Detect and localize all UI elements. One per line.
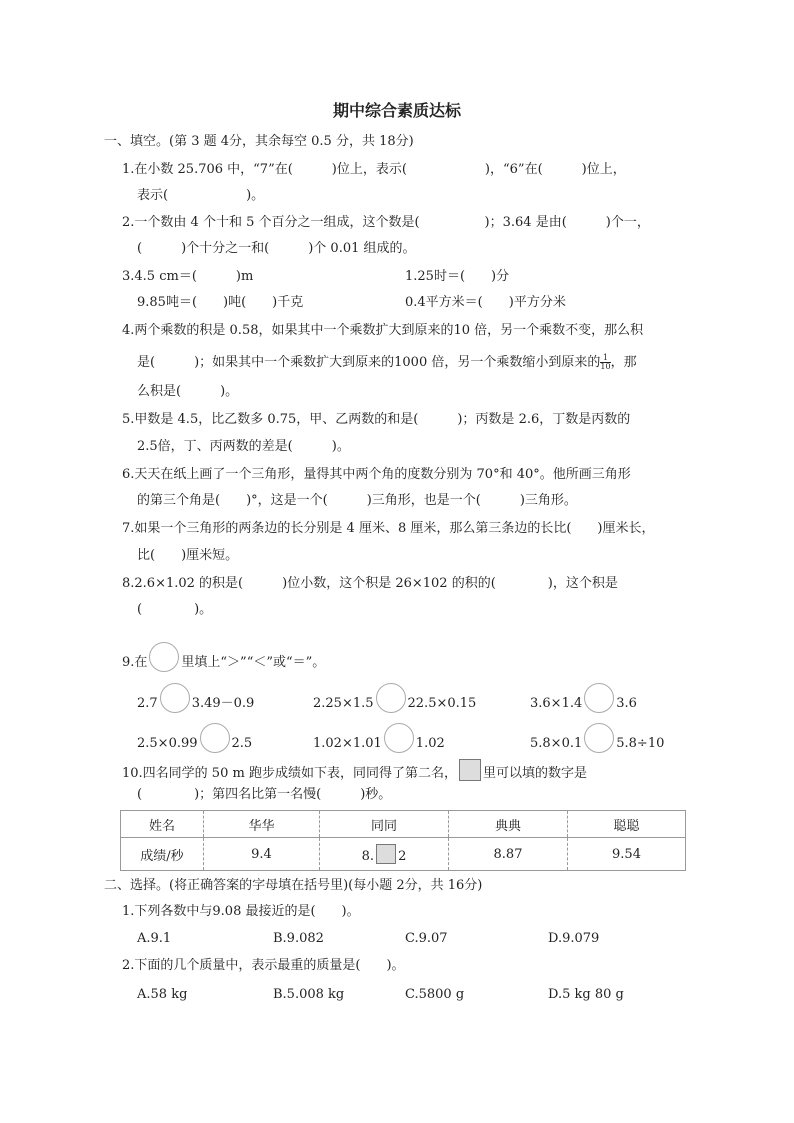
- question-2-line-1: 2.一个数由 4 个十和 5 个百分之一组成，这个数是( )；3.64 是由( )个一，: [122, 215, 650, 230]
- option-d[interactable]: D.5 kg 80 g: [548, 987, 624, 1002]
- question-9-pre: 9.在: [122, 655, 148, 670]
- row-label: 成绩/秒: [121, 838, 204, 871]
- cell-tongtong: [320, 838, 449, 871]
- question-2-line-2: ( )个十分之一和( )个 0.01 组成的。: [137, 241, 416, 256]
- question-10-line-2: ( )；第四名比第一名慢( )秒。: [137, 787, 392, 802]
- option-c[interactable]: C.5800 g: [405, 987, 465, 1002]
- section-1-header: 一、填空。(第 3 题 4分，其余每空 0.5 分，共 18分): [104, 134, 414, 149]
- expr-right: 5.8÷10: [616, 736, 665, 751]
- question-10-post: 里可以填的数字是: [482, 766, 587, 781]
- question-4-line-2-tail: ，那: [610, 355, 637, 370]
- choice-question-2: 2.下面的几个质量中，表示最重的质量是( )。: [122, 958, 405, 973]
- header-cell: 同同: [320, 811, 449, 838]
- expr-right: 3.6: [616, 696, 637, 711]
- expr-left: 2.7: [137, 696, 158, 711]
- answer-circle[interactable]: [384, 723, 414, 753]
- question-4-line-2-text: 是( )；如果其中一个乘数扩大到原来的1000 倍，另一个乘数缩小到原来的: [137, 355, 601, 370]
- question-4-line-3: 么积是( )。: [137, 384, 239, 399]
- cell-congcong: 9.54: [568, 838, 686, 871]
- fraction-denominator: 10: [600, 362, 611, 371]
- question-9-row-2-c: [530, 723, 664, 753]
- question-9-row-1-b: [313, 683, 476, 713]
- expr-right: 22.5×0.15: [407, 696, 477, 711]
- question-1-line-1: 1.在小数 25.706 中，“7”在( )位上，表示( )，“6”在( )位上，: [122, 162, 626, 177]
- option-a[interactable]: A.9.1: [137, 931, 172, 946]
- tongtong-pre: 8.: [361, 849, 375, 864]
- option-b[interactable]: B.5.008 kg: [273, 987, 345, 1002]
- choice-question-1: 1.下列各数中与9.08 最接近的是( )。: [122, 904, 360, 919]
- question-9-instruction: [122, 642, 325, 672]
- expr-left: 2.25×1.5: [313, 696, 374, 711]
- expr-right: 3.49－0.9: [191, 696, 255, 711]
- question-3-left-2: 9.85吨＝( )吨( )千克: [137, 295, 304, 310]
- header-cell: 典典: [449, 811, 568, 838]
- question-5-line-1: 5.甲数是 4.5，比乙数多 0.75，甲、乙两数的和是( )；丙数是 2.6，丁数是丙数的: [122, 412, 631, 427]
- question-5-line-2: 2.5倍，丁、丙两数的差是( )。: [137, 439, 350, 454]
- header-cell: 华华: [204, 811, 320, 838]
- question-9-row-1-a: [137, 683, 254, 713]
- section-2-header: 二、选择。(将正确答案的字母填在括号里)(每小题 2分，共 16分): [104, 878, 483, 893]
- compare-circle-icon: [149, 642, 179, 672]
- question-10-pre: 10.四名同学的 50 m 跑步成绩如下表，同同得了第二名，: [122, 766, 457, 781]
- question-6-line-2: 的第三个角是( )°，这是一个( )三角形，也是一个( )三角形。: [137, 493, 577, 508]
- answer-circle[interactable]: [200, 723, 230, 753]
- digit-box-icon[interactable]: [376, 844, 396, 864]
- option-a[interactable]: A.58 kg: [137, 987, 188, 1002]
- question-9-row-2-b: [313, 723, 445, 753]
- fraction-one-tenth: [600, 354, 610, 371]
- question-3-right-2: 0.4平方米＝( )平方分米: [405, 295, 566, 310]
- page-title: 期中综合素质达标: [332, 101, 461, 120]
- expr-left: 3.6×1.4: [530, 696, 583, 711]
- answer-circle[interactable]: [376, 683, 406, 713]
- expr-left: 1.02×1.01: [313, 736, 382, 751]
- question-10-line-1: [122, 759, 587, 783]
- expr-right: 2.5: [231, 736, 253, 751]
- expr-left: 2.5×0.99: [137, 736, 198, 751]
- option-d[interactable]: D.9.079: [548, 931, 600, 946]
- cell-huahua: 9.4: [204, 838, 320, 871]
- table-row: [121, 838, 686, 871]
- option-c[interactable]: C.9.07: [405, 931, 448, 946]
- table-header-row: [121, 811, 686, 838]
- question-9-row-2-a: [137, 723, 252, 753]
- answer-circle[interactable]: [584, 683, 614, 713]
- expr-right: 1.02: [415, 736, 445, 751]
- cell-diandian: 8.87: [449, 838, 568, 871]
- results-table: [120, 810, 686, 871]
- question-7-line-1: 7.如果一个三角形的两条边的长分别是 4 厘米、8 厘米，那么第三条边的长比( )厘米长，: [122, 521, 655, 536]
- fraction-numerator: 1: [600, 354, 610, 363]
- question-8-line-2: ( )。: [137, 602, 213, 617]
- option-b[interactable]: B.9.082: [273, 931, 324, 946]
- question-8-line-1: 8.2.6×1.02 的积是( )位小数，这个积是 26×102 的积的( )，这个积是: [122, 576, 618, 591]
- expr-left: 5.8×0.1: [530, 736, 583, 751]
- tongtong-post: 2: [398, 849, 407, 864]
- question-4-line-2: [137, 354, 637, 372]
- question-4-line-1: 4.两个乘数的积是 0.58，如果其中一个乘数扩大到原来的10 倍，另一个乘数不变，那么积: [122, 323, 644, 338]
- header-cell: 聪聪: [568, 811, 686, 838]
- answer-circle[interactable]: [160, 683, 190, 713]
- question-3-left-1: 3.4.5 cm＝( )m: [122, 269, 254, 284]
- digit-box-icon: [459, 759, 481, 781]
- question-6-line-1: 6.天天在纸上画了一个三角形，量得其中两个角的度数分别为 70°和 40°。他所画三角形: [122, 467, 631, 482]
- question-7-line-2: 比( )厘米短。: [137, 548, 239, 563]
- question-3-right-1: 1.25时＝( )分: [405, 269, 510, 284]
- question-9-row-1-c: [530, 683, 637, 713]
- header-cell: 姓名: [121, 811, 204, 838]
- answer-circle[interactable]: [584, 723, 614, 753]
- question-9-post: 里填上“＞”“＜”或“＝”。: [181, 655, 326, 670]
- question-1-line-2: 表示( )。: [137, 188, 265, 203]
